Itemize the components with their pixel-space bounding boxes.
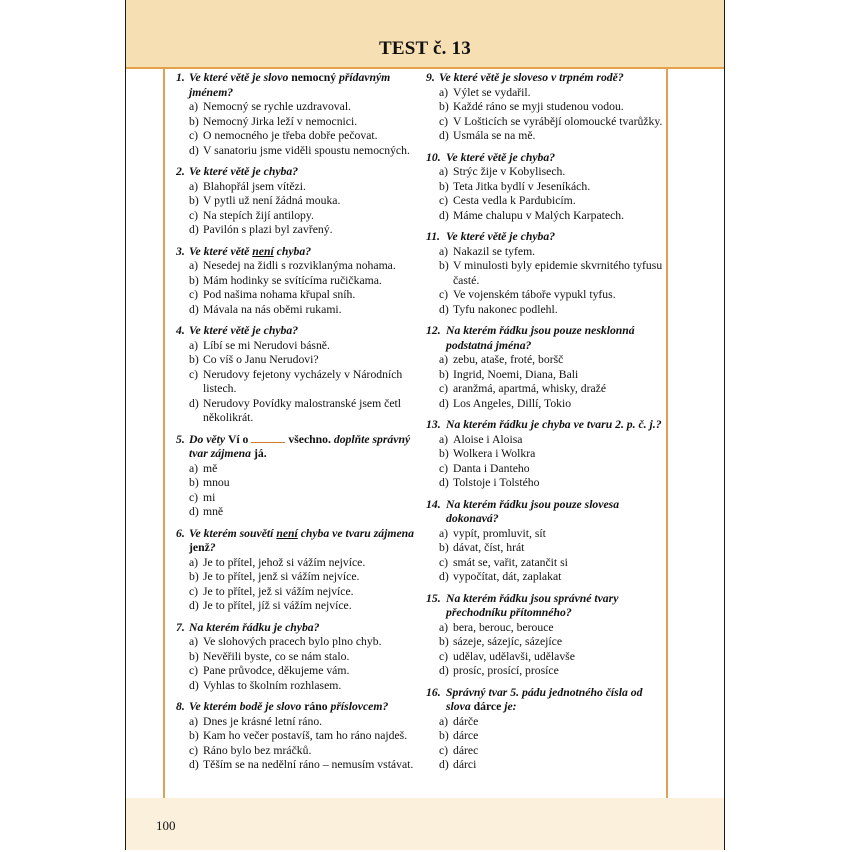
- page-title: TEST č. 13: [379, 38, 471, 59]
- answer-option: d) Usmála se na mě.: [439, 129, 536, 142]
- workbook-page: [125, 0, 725, 850]
- question-number: 2.: [176, 165, 185, 178]
- question-number: 11.: [426, 230, 440, 243]
- answer-option: c) udělav, udělavši, udělavše: [439, 649, 575, 663]
- question-text: Na kterém řádku jsou pouze nesklonná podstatná jména?: [446, 324, 635, 352]
- question-number: 16.: [426, 685, 441, 699]
- question-number: 1.: [176, 71, 185, 84]
- question-text: Na kterém řádku jsou pouze slovesa dokonavá?: [446, 497, 620, 525]
- answer-option: b) mnou: [189, 476, 230, 489]
- answer-option: b) Kam ho večer postavíš, tam ho ráno najdeš.: [189, 729, 408, 742]
- right-margin-rule: [666, 68, 668, 798]
- question-1: [176, 71, 421, 158]
- answer-option: d) Tyfu nakonec podlehl.: [439, 302, 558, 316]
- question-7: [176, 621, 421, 694]
- answer-option: d) Mávala na nás oběmi rukami.: [189, 302, 342, 316]
- answer-option: d) Těším se na nedělní ráno – nemusím vstávat.: [189, 758, 414, 771]
- answer-option: c) mi: [189, 490, 216, 504]
- answer-option: c) Je to přítel, jež si vážím nejvíce.: [189, 584, 354, 598]
- question-text: Do věty Ví o všechno. doplňte správný tvar zájmena já.: [189, 432, 411, 460]
- question-text: Ve které větě je chyba?: [189, 165, 299, 178]
- answer-option: d) prosíc, prosící, prosíce: [439, 664, 559, 677]
- question-number: 9.: [426, 71, 435, 84]
- answer-option: d) V sanatoriu jsme viděli spoustu nemocných.: [189, 143, 410, 157]
- question-text: Ve které větě je sloveso v trpném rodě?: [439, 71, 624, 84]
- answer-option: b) Wolkera i Wolkra: [439, 447, 536, 460]
- answer-option: c) O nemocného je třeba dobře pečovat.: [189, 129, 378, 142]
- answer-option: a) Výlet se vydařil.: [439, 85, 531, 99]
- answer-option: b) V minulosti byly epidemie skvrnitého tyfusu časté.: [439, 259, 663, 287]
- question-number: 6.: [176, 526, 185, 540]
- answer-option: a) vypít, promluvit, sít: [439, 526, 546, 540]
- question-12: [426, 324, 666, 411]
- answer-option: c) dárec: [439, 743, 479, 757]
- question-text: Ve které větě je slovo nemocný přídavným jménem?: [189, 71, 391, 99]
- left-margin-rule: [163, 68, 165, 798]
- answer-option: a) Dnes je krásné letní ráno.: [189, 714, 323, 728]
- question-text: Na kterém řádku jsou správné tvary přechodníku přítomného?: [446, 591, 619, 619]
- page-footer: [126, 798, 724, 850]
- question-text: Ve které větě je chyba?: [189, 324, 299, 337]
- answer-option: c) Ráno bylo bez mráčků.: [189, 743, 312, 757]
- question-3: [176, 245, 421, 318]
- question-text: Ve které větě je chyba?: [446, 230, 556, 243]
- question-text: Ve které větě je chyba?: [446, 150, 556, 164]
- answer-option: c) Danta i Danteho: [439, 461, 530, 475]
- answer-option: d) Nerudovy Povídky malostranské jsem četl několikrát.: [189, 396, 402, 424]
- answer-option: c) Ve vojenském táboře vypukl tyfus.: [439, 288, 616, 301]
- answer-option: c) aranžmá, apartmá, whisky, dražé: [439, 382, 607, 395]
- question-number: 14.: [426, 497, 441, 511]
- right-column: [426, 71, 666, 780]
- question-5: [176, 433, 421, 520]
- answer-option: a) Ve slohových pracech bylo plno chyb.: [189, 635, 382, 648]
- answer-option: b) Je to přítel, jenž si vážím nejvíce.: [189, 570, 360, 583]
- fill-in-blank: [251, 434, 285, 443]
- question-text: Ve kterém souvětí není chyba ve tvaru zájmena jenž?: [189, 526, 414, 554]
- answer-option: d) Pavilón s plazi byl zavřený.: [189, 223, 333, 236]
- header-divider: [126, 67, 724, 69]
- answer-option: a) Líbí se mi Nerudovi básně.: [189, 338, 330, 352]
- answer-option: a) Aloise i Aloisa: [439, 432, 523, 446]
- question-number: 7.: [176, 620, 185, 634]
- question-10: [426, 151, 666, 224]
- question-13: [426, 418, 666, 491]
- answer-option: d) Tolstoje i Tolstého: [439, 476, 540, 489]
- answer-option: d) Vyhlas to školním rozhlasem.: [189, 678, 342, 692]
- question-number: 5.: [176, 432, 185, 446]
- answer-option: d) vypočítat, dát, zaplakat: [439, 570, 562, 583]
- question-8: [176, 700, 421, 773]
- answer-option: a) bera, berouc, berouce: [439, 620, 554, 634]
- answer-option: c) Cesta vedla k Pardubicím.: [439, 194, 576, 207]
- question-number: 12.: [426, 324, 441, 337]
- question-number: 13.: [426, 418, 441, 431]
- answer-option: a) dárče: [439, 714, 479, 728]
- answer-option: a) Blahopřál jsem vítězi.: [189, 179, 306, 193]
- question-6: [176, 527, 421, 614]
- question-2: [176, 165, 421, 238]
- answer-option: b) Co víš o Janu Nerudovi?: [189, 353, 319, 366]
- answer-option: b) dárce: [439, 729, 479, 742]
- answer-option: a) mě: [189, 461, 218, 475]
- question-number: 4.: [176, 324, 185, 337]
- answer-option: b) sázeje, sázejíc, sázejíce: [439, 635, 563, 648]
- question-text: Na kterém řádku je chyba ve tvaru 2. p. č. j.?: [446, 418, 662, 431]
- answer-option: d) mně: [189, 505, 224, 518]
- question-14: [426, 498, 666, 585]
- question-number: 8.: [176, 700, 185, 713]
- answer-option: c) smát se, vařit, zatančit si: [439, 555, 568, 569]
- answer-option: b) Nemocný Jirka leží v nemocnici.: [189, 114, 358, 128]
- answer-option: a) Nemocný se rychle uzdravoval.: [189, 100, 351, 113]
- answer-option: b) dávat, číst, hrát: [439, 541, 525, 554]
- answer-option: c) V Lošticích se vyrábějí olomoucké tvarůžky.: [439, 114, 663, 128]
- answer-option: b) Každé ráno se myji studenou vodou.: [439, 100, 624, 113]
- answer-option: b) Ingrid, Noemi, Diana, Bali: [439, 367, 579, 381]
- question-number: 15.: [426, 591, 441, 605]
- answer-option: b) Teta Jitka bydlí v Jeseníkách.: [439, 179, 591, 193]
- answer-option: b) V pytli už není žádná mouka.: [189, 194, 341, 207]
- question-9: [426, 71, 666, 144]
- left-column: [176, 71, 421, 780]
- question-11: [426, 230, 666, 317]
- question-4: [176, 324, 421, 426]
- answer-option: a) Nakazil se tyfem.: [439, 244, 536, 258]
- answer-option: a) Je to přítel, jehož si vážím nejvíce.: [189, 555, 366, 569]
- question-text: Ve které větě není chyba?: [189, 244, 312, 258]
- question-number: 3.: [176, 244, 185, 258]
- answer-option: d) Je to přítel, jíž si vážím nejvíce.: [189, 599, 352, 612]
- answer-option: c) Na stepích žijí antilopy.: [189, 208, 314, 222]
- answer-option: d) Los Angeles, Dillí, Tokio: [439, 396, 572, 410]
- question-16: [426, 686, 666, 773]
- answer-option: b) Nevěřili byste, co se nám stalo.: [189, 649, 350, 663]
- question-text: Správný tvar 5. pádu jednotného čísla od slova dárce je:: [446, 685, 643, 713]
- answer-option: a) zebu, ataše, froté, boršč: [439, 353, 564, 366]
- answer-option: c) Pod našima nohama křupal sníh.: [189, 288, 356, 301]
- answer-option: a) Nesedej na židli s rozviklanýma nohama.: [189, 259, 396, 272]
- answer-option: d) dárci: [439, 758, 477, 771]
- question-text: Na kterém řádku je chyba?: [189, 620, 320, 634]
- answer-option: a) Strýc žije v Kobylisech.: [439, 165, 566, 178]
- answer-option: d) Máme chalupu v Malých Karpatech.: [439, 208, 625, 222]
- question-text: Ve kterém bodě je slovo ráno příslovcem?: [189, 700, 389, 713]
- answer-option: c) Pane průvodce, děkujeme vám.: [189, 664, 350, 677]
- answer-option: b) Mám hodinky se svítícíma ručičkama.: [189, 273, 382, 287]
- answer-option: c) Nerudovy fejetony vycházely v Národních listech.: [189, 367, 403, 395]
- question-15: [426, 592, 666, 679]
- question-number: 10.: [426, 150, 441, 164]
- page-number: 100: [156, 818, 176, 833]
